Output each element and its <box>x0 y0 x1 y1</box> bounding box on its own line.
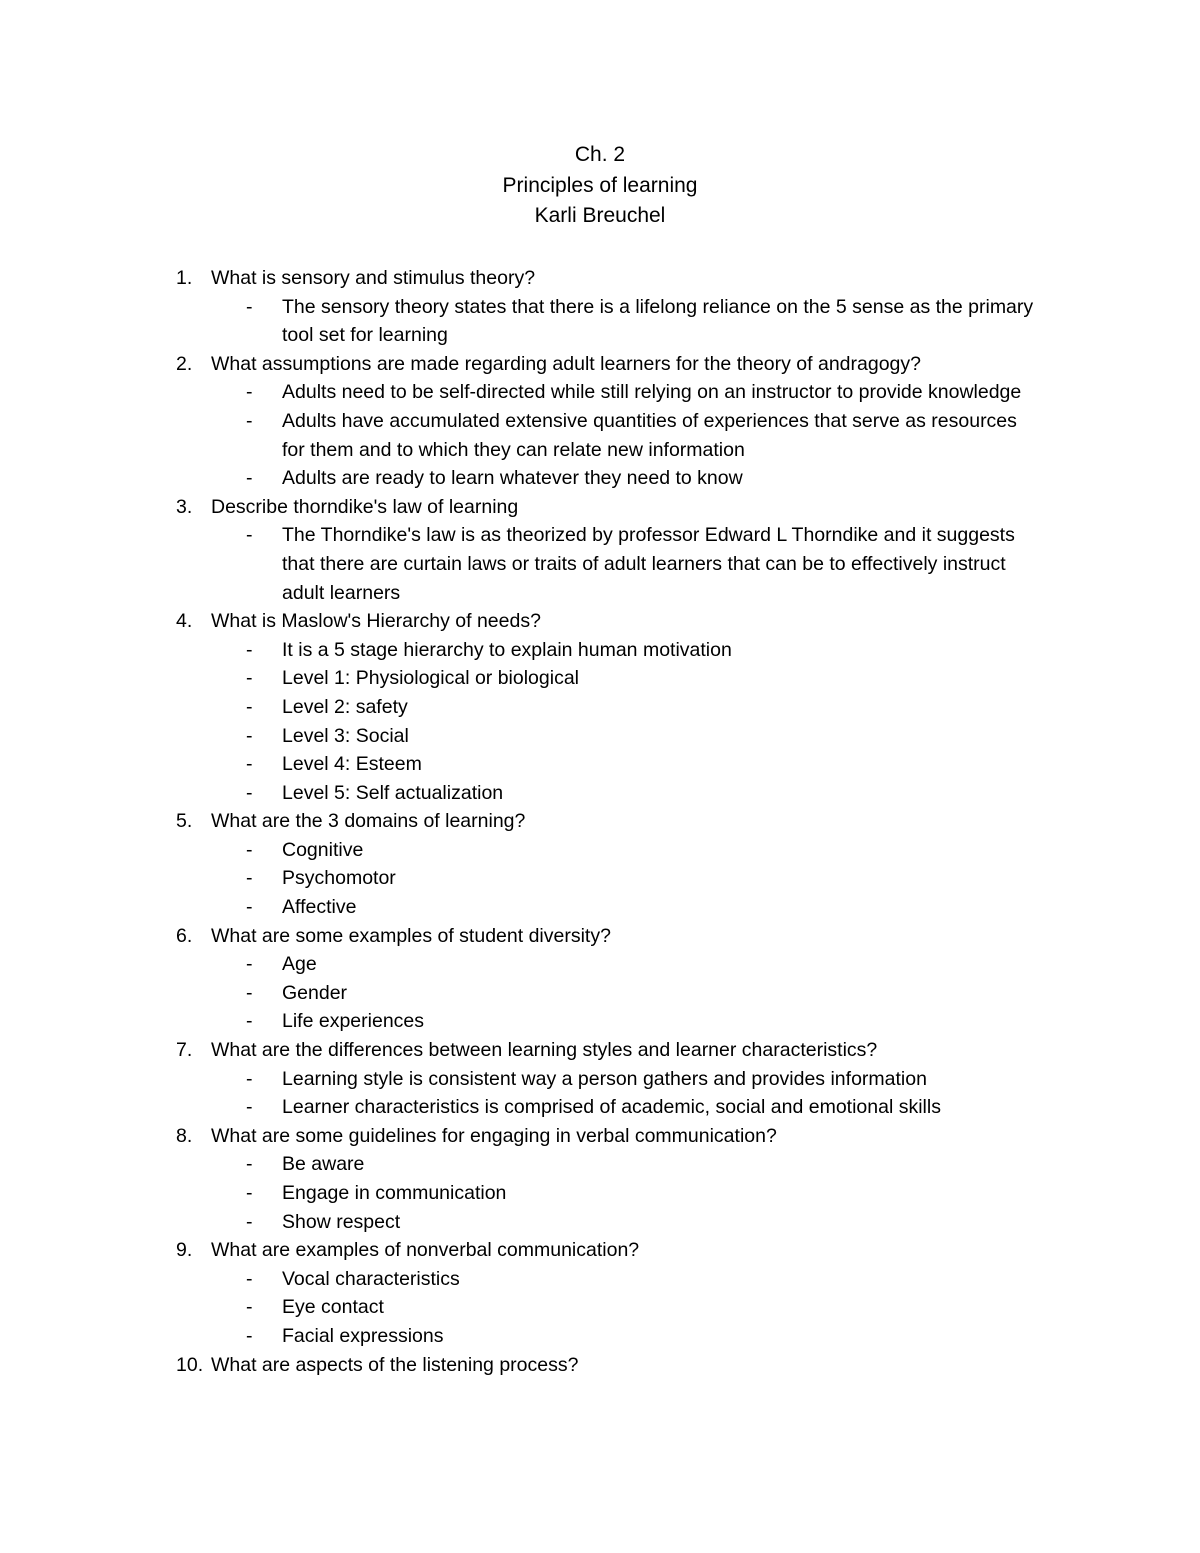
question-row <box>0 1036 1200 1065</box>
answer-item <box>0 693 1200 722</box>
question-row <box>0 607 1200 636</box>
question-item <box>0 1236 1200 1350</box>
question-item <box>0 264 1200 350</box>
dash-bullet-icon: - <box>246 1182 253 1204</box>
dash-bullet-icon: - <box>246 381 253 404</box>
dash-bullet-icon: - <box>246 1324 253 1347</box>
question-number: 1. <box>176 267 193 289</box>
answer-text: Affective <box>282 896 357 919</box>
document-title: Principles of learning <box>502 173 698 197</box>
dash-bullet-icon: - <box>246 838 253 861</box>
dash-bullet-icon: - <box>246 867 253 890</box>
answer-text: Cognitive <box>282 838 364 861</box>
question-text: What are aspects of the listening process? <box>211 1353 579 1376</box>
question-item <box>0 493 1200 607</box>
dash-bullet-icon: - <box>246 1210 253 1233</box>
answer-item <box>0 664 1200 693</box>
answer-item <box>0 1065 1200 1094</box>
answer-list <box>0 293 1200 350</box>
dash-bullet-icon: - <box>246 1296 253 1319</box>
answer-list <box>0 836 1200 922</box>
document-header <box>0 140 1200 232</box>
dash-bullet-icon: - <box>246 953 253 976</box>
answer-list <box>0 1065 1200 1122</box>
question-row <box>0 922 1200 951</box>
question-item <box>0 1122 1200 1236</box>
answer-list <box>0 378 1200 492</box>
answer-text: The sensory theory states that there is a lifelong reliance on the 5 sense as the primary tool set for learning <box>282 295 1034 347</box>
answer-item <box>0 722 1200 751</box>
question-number: 3. <box>176 495 193 518</box>
answer-item <box>0 293 1200 350</box>
dash-bullet-icon: - <box>246 638 253 661</box>
question-number: 6. <box>176 924 193 947</box>
dash-bullet-icon: - <box>246 667 253 690</box>
question-list <box>0 264 1200 1379</box>
answer-item <box>0 1179 1200 1208</box>
answer-item <box>0 1293 1200 1322</box>
answer-item <box>0 1322 1200 1351</box>
answer-list <box>0 950 1200 1036</box>
dash-bullet-icon: - <box>246 753 253 776</box>
dash-bullet-icon: - <box>246 781 253 804</box>
dash-bullet-icon: - <box>246 896 253 919</box>
question-text: What are the differences between learning styles and learner characteristics? <box>211 1039 878 1062</box>
question-text: What are some guidelines for engaging in verbal communication? <box>211 1124 777 1147</box>
dash-bullet-icon: - <box>246 1010 253 1033</box>
answer-item <box>0 1208 1200 1237</box>
answer-text: Level 2: safety <box>282 695 408 718</box>
question-item <box>0 807 1200 921</box>
question-text: What is sensory and stimulus theory? <box>211 267 536 289</box>
dash-bullet-icon: - <box>246 409 253 432</box>
dash-bullet-icon: - <box>246 1096 253 1119</box>
question-text: What assumptions are made regarding adult learners for the theory of andragogy? <box>211 352 921 375</box>
question-number: 4. <box>176 610 193 633</box>
answer-text: Level 4: Esteem <box>282 753 422 776</box>
question-number: 7. <box>176 1039 193 1062</box>
question-item <box>0 1036 1200 1122</box>
answer-item <box>0 636 1200 665</box>
chapter-heading: Ch. 2 <box>574 143 626 166</box>
answer-text: Gender <box>282 981 348 1004</box>
answer-text: Vocal characteristics <box>282 1267 460 1290</box>
answer-text: It is a 5 stage hierarchy to explain human motivation <box>282 638 732 661</box>
answer-list <box>0 636 1200 808</box>
answer-item <box>0 1150 1200 1179</box>
dash-bullet-icon: - <box>246 1267 253 1290</box>
answer-item <box>0 750 1200 779</box>
answer-text: Age <box>282 953 317 976</box>
answer-list <box>0 1265 1200 1351</box>
answer-item <box>0 864 1200 893</box>
answer-item <box>0 464 1200 493</box>
question-row <box>0 350 1200 379</box>
question-row <box>0 264 1200 293</box>
question-number: 8. <box>176 1124 193 1147</box>
question-item <box>0 350 1200 493</box>
answer-text: Level 3: Social <box>282 724 409 747</box>
question-item <box>0 1351 1200 1380</box>
dash-bullet-icon: - <box>246 1153 253 1176</box>
dash-bullet-icon: - <box>246 1067 253 1090</box>
dash-bullet-icon: - <box>246 524 253 547</box>
question-text: What is Maslow's Hierarchy of needs? <box>211 610 541 633</box>
answer-text: Level 1: Physiological or biological <box>282 667 580 690</box>
author-name: Karli Breuchel <box>534 204 666 227</box>
answer-text: Learning style is consistent way a person gathers and provides information <box>282 1067 927 1090</box>
question-row <box>0 493 1200 522</box>
answer-list <box>0 1150 1200 1236</box>
answer-item <box>0 521 1200 607</box>
question-item <box>0 922 1200 1036</box>
answer-text: Facial expressions <box>282 1324 444 1347</box>
dash-bullet-icon: - <box>246 724 253 747</box>
question-number: 9. <box>176 1239 193 1262</box>
answer-text: Show respect <box>282 1210 401 1233</box>
answer-item <box>0 378 1200 407</box>
question-row <box>0 1236 1200 1265</box>
dash-bullet-icon: - <box>246 467 253 490</box>
dash-bullet-icon: - <box>246 981 253 1004</box>
question-number: 5. <box>176 810 193 833</box>
answer-list <box>0 521 1200 607</box>
question-row <box>0 1351 1200 1380</box>
question-number: 10. <box>176 1353 204 1376</box>
answer-item <box>0 1093 1200 1122</box>
dash-bullet-icon: - <box>246 695 253 718</box>
answer-item <box>0 950 1200 979</box>
question-text: What are the 3 domains of learning? <box>211 810 526 833</box>
answer-item <box>0 1265 1200 1294</box>
question-text: Describe thorndike's law of learning <box>211 495 519 518</box>
answer-text: Adults need to be self-directed while still relying on an instructor to provide knowledge <box>282 381 1022 404</box>
question-number: 2. <box>176 352 193 375</box>
answer-item <box>0 407 1200 464</box>
answer-text: Level 5: Self actualization <box>282 781 504 804</box>
answer-text: Eye contact <box>282 1296 384 1319</box>
question-text: What are some examples of student diversity? <box>211 924 611 947</box>
answer-text: Engage in communication <box>282 1182 507 1204</box>
answer-item <box>0 893 1200 922</box>
question-text: What are examples of nonverbal communication? <box>211 1239 640 1262</box>
dash-bullet-icon: - <box>246 295 253 318</box>
answer-item <box>0 779 1200 808</box>
question-item <box>0 607 1200 807</box>
answer-text: Be aware <box>282 1153 365 1176</box>
answer-item <box>0 979 1200 1008</box>
answer-text: The Thorndike's law is as theorized by professor Edward L Thorndike and it suggests that there are curtain laws or traits of adult learners that can be to effectively instruct adult learners <box>282 524 1015 604</box>
answer-item <box>0 836 1200 865</box>
answer-item <box>0 1007 1200 1036</box>
answer-text: Psychomotor <box>282 867 396 890</box>
question-row <box>0 1122 1200 1151</box>
answer-text: Life experiences <box>282 1010 425 1033</box>
answer-text: Adults have accumulated extensive quantities of experiences that serve as resources for them and to which they can relate new information <box>282 409 1017 461</box>
answer-text: Learner characteristics is comprised of academic, social and emotional skills <box>282 1096 941 1119</box>
question-row <box>0 807 1200 836</box>
answer-text: Adults are ready to learn whatever they need to know <box>282 467 743 490</box>
